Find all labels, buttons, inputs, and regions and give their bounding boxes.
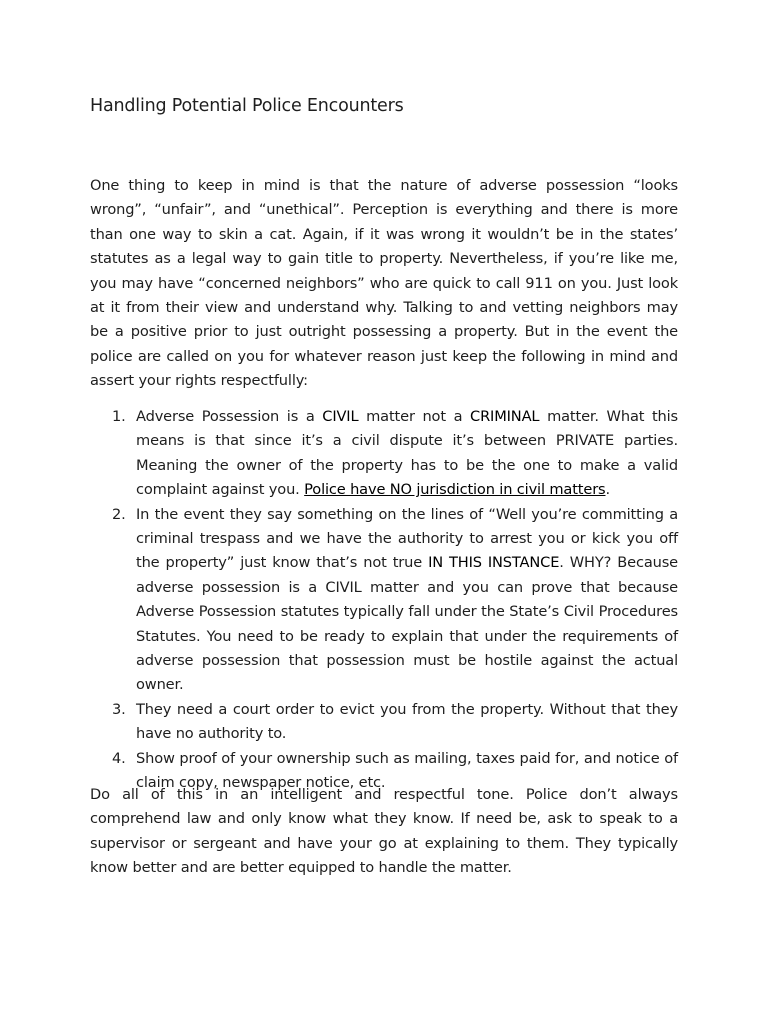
list-item-text: . [605,481,610,499]
list-item-number: 3. [112,700,126,718]
list-item-text: Adverse Possession is a [136,408,323,425]
list-item-text: In the event they say something on the lines of “Well you’re committing a criminal trespass and we have the authority to arrest you or kick you off the property” just know that’s not true [136,505,678,572]
page-title: Handling Potential Police Encounters [90,96,404,116]
list-item-text: matter. What this means is that since it’s a civil dispute it’s between PRIVATE parties. Meaning the owner of the property has to be the one to make a valid complaint against you. [136,408,678,499]
list-item-text: . WHY? Because adverse possession is a CIVIL matter and you can prove that because Adverse Possession statutes typically fall under the State’s Civil Procedures Statutes. You need to be ready to explain that under the requirements of adverse possession that possession must be hostile against the actual owner. [136,554,678,694]
list-item [90,503,678,698]
emphasized-text: CRIMINAL [470,408,540,425]
list-item [90,405,678,503]
intro-paragraph: One thing to keep in mind is that the nature of adverse possession “looks wrong”, “unfair”, and “unethical”. Perception is everything and there is more than one way to skin a cat. Again, if it was wrong it wouldn’t be in the states’ statutes as a legal way to gain title to property. Nevertheless, if you’re like me, you may have “concerned neighbors” who are quick to call 911 on you. Just look at it from their view and understand why. Talking to and vetting neighbors may be a positive prior to just outright possessing a property. But in the event the police are called on you for whatever reason just keep the following in mind and assert your rights respectfully: [90,177,678,390]
emphasized-text: CIVIL [322,408,359,425]
list-item-number: 4. [112,749,126,767]
emphasized-text: Police have NO jurisdiction in civil matters [304,481,606,499]
closing-paragraph: Do all of this in an intelligent and respectful tone. Police don’t always comprehend law and only know what they know. If need be, ask to speak to a supervisor or sergeant and have your go at explaining to them. They typically know better and are better equipped to handle the matter. [90,786,678,877]
list-item-number: 1. [112,408,126,425]
list-item-text: Show proof of your ownership such as mailing, taxes paid for, and notice of claim copy, newspaper notice, etc. [136,749,678,792]
list-item-text: matter not a [358,408,471,425]
emphasized-text: IN THIS INSTANCE [428,554,560,572]
steps-list [90,405,678,796]
list-item-text: They need a court order to evict you from the property. Without that they have no authority to. [136,700,678,743]
list-item [90,698,678,747]
list-item-number: 2. [112,505,126,523]
